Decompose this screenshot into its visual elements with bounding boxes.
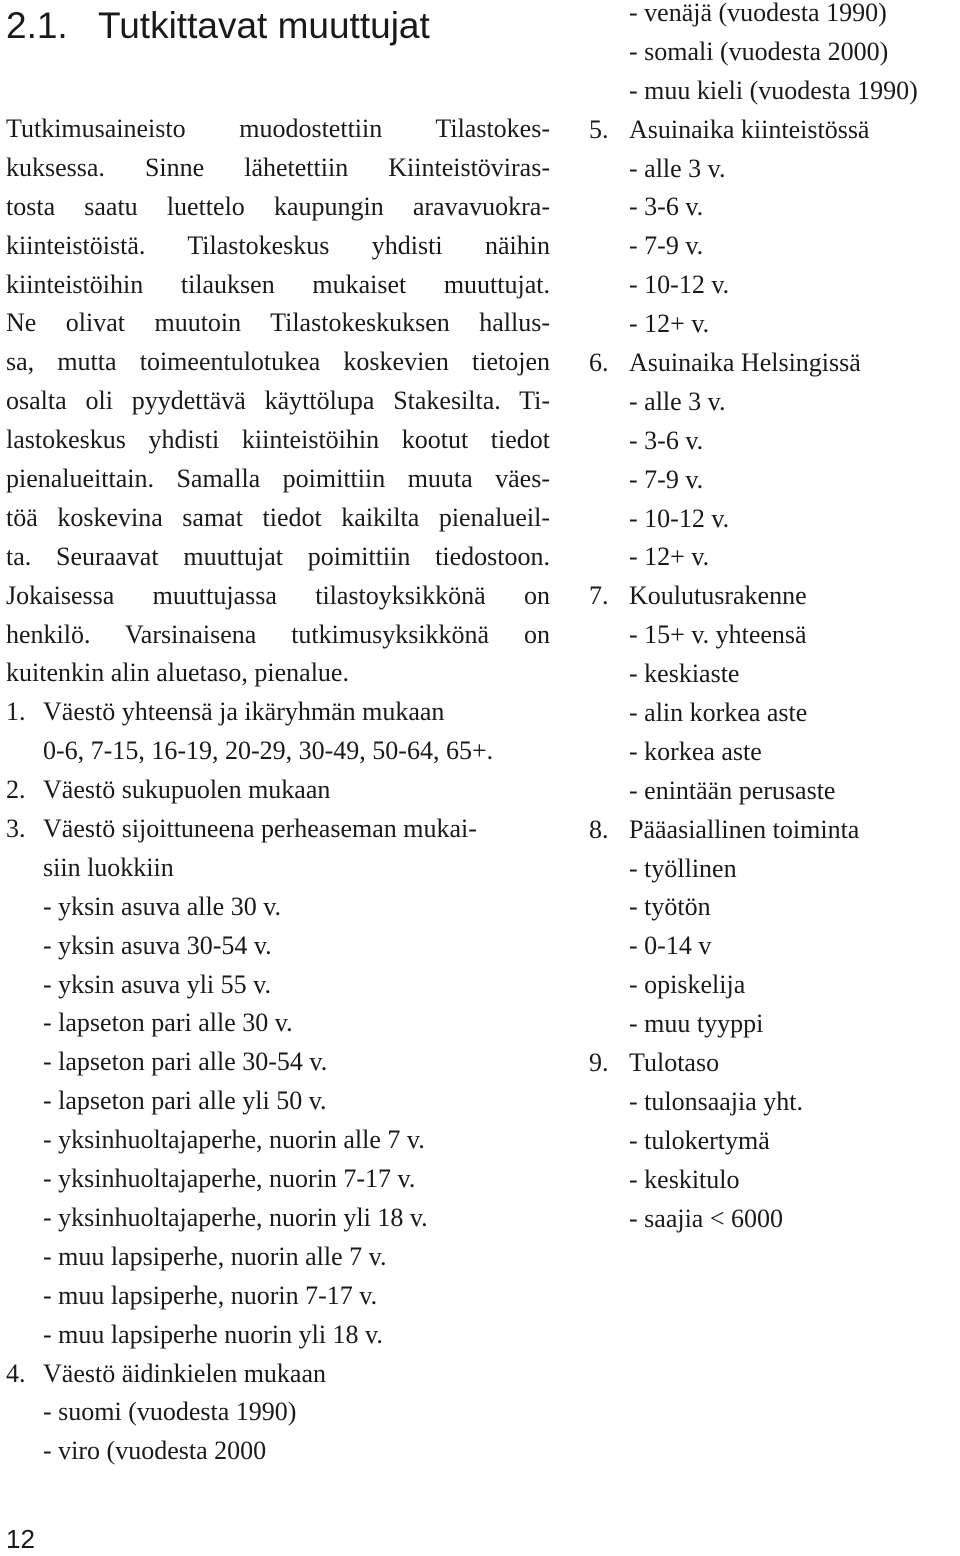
list-subitem — [589, 1083, 959, 1122]
list-item-number: 5. — [589, 114, 609, 144]
list-subitem — [6, 849, 550, 888]
list-subitem — [589, 1005, 959, 1044]
list-item-text: Väestö sijoittuneena perheaseman mukai- — [43, 814, 477, 844]
list-subitem — [589, 694, 959, 733]
list-item-text: - yksin asuva yli 55 v. — [43, 969, 271, 999]
list-subitem — [589, 500, 959, 539]
list-subitem — [589, 383, 959, 422]
list-item-text: - 10-12 v. — [629, 503, 730, 533]
list-item-text: - lapseton pari alle yli 50 v. — [43, 1086, 327, 1116]
section-heading — [6, 2, 430, 50]
list-item-text: - somali (vuodesta 2000) — [629, 36, 889, 66]
list-item-text: Väestö äidinkielen mukaan — [43, 1358, 327, 1388]
list-subitem — [6, 1393, 550, 1432]
list-subitem — [6, 1043, 550, 1082]
list-subitem — [589, 150, 959, 189]
list-item-text: - venäjä (vuodesta 1990) — [629, 0, 887, 27]
list-item-text: - 3-6 v. — [629, 192, 704, 222]
list-item-text: - 3-6 v. — [629, 425, 704, 455]
paragraph-line: sa, mutta toimeentulotukea koskevien tietojen — [6, 347, 550, 377]
list-item — [6, 1355, 550, 1394]
intro-paragraph — [6, 110, 550, 693]
list-item-text: - yksin asuva alle 30 v. — [43, 891, 282, 921]
list-item-text: - työtön — [629, 892, 711, 922]
list-item-text: - tulonsaajia yht. — [629, 1086, 804, 1116]
list-item-text: - 10-12 v. — [629, 270, 730, 300]
paragraph-line: lastokeskus yhdisti kiinteistöihin kootut tiedot — [6, 425, 550, 455]
list-subitem — [589, 1200, 959, 1239]
list-subitem — [6, 966, 550, 1005]
list-item-text: - muu tyyppi — [629, 1009, 764, 1039]
list-item-text: - opiskelija — [629, 970, 746, 1000]
list-subitem — [6, 1004, 550, 1043]
list-subitem — [6, 1432, 550, 1471]
list-subitem — [589, 188, 959, 227]
list-item — [589, 577, 959, 616]
list-item-text: - 7-9 v. — [629, 464, 704, 494]
list-item-text: - muu lapsiperhe, nuorin 7-17 v. — [43, 1280, 378, 1310]
list-item-text: 0-6, 7-15, 16-19, 20-29, 30-49, 50-64, 65+. — [43, 736, 494, 766]
list-subitem — [6, 888, 550, 927]
list-subitem — [6, 732, 550, 771]
list-subitem — [589, 1161, 959, 1200]
list-item-number: 1. — [6, 697, 26, 727]
list-item-text: - tulokertymä — [629, 1125, 770, 1155]
list-subitem — [6, 1160, 550, 1199]
list-item-text: - keskiaste — [629, 659, 740, 689]
list-item-text: - korkea aste — [629, 736, 762, 766]
list-item-number: 9. — [589, 1048, 609, 1078]
paragraph-line: kuksessa. Sinne lähetettiin Kiinteistöviras- — [6, 152, 550, 182]
list-item-text: - saajia < 6000 — [629, 1203, 784, 1233]
list-item-text: Pääasiallinen toiminta — [629, 814, 860, 844]
paragraph-line: tosta saatu luettelo kaupungin aravavuokra- — [6, 191, 550, 221]
list-subitem — [6, 1082, 550, 1121]
list-item-text: - lapseton pari alle 30 v. — [43, 1008, 293, 1038]
list-item-text: - yksinhuoltajaperhe, nuorin alle 7 v. — [43, 1125, 425, 1155]
list-item-text: - yksin asuva 30-54 v. — [43, 930, 272, 960]
paragraph-line: pienalueittain. Samalla poimittiin muuta väes- — [6, 464, 550, 494]
paragraph-line: Ne olivat muutoin Tilastokeskuksen hallus- — [6, 308, 550, 338]
list-subitem — [589, 772, 959, 811]
list-subitem — [589, 0, 959, 33]
list-item-text: - 15+ v. yhteensä — [629, 620, 807, 650]
list-item — [589, 811, 959, 850]
paragraph-line: henkilö. Varsinaisena tutkimusyksikkönä on — [6, 619, 550, 649]
list-subitem — [589, 850, 959, 889]
list-item-text: Asuinaika Helsingissä — [629, 348, 861, 378]
paragraph-line: Tutkimusaineisto muodostettiin Tilastokes- — [6, 114, 550, 143]
list-item-text: - yksinhuoltajaperhe, nuorin yli 18 v. — [43, 1202, 428, 1232]
list-subitem — [6, 1316, 550, 1355]
list-item-text: Väestö sukupuolen mukaan — [43, 775, 331, 805]
list-item-number: 4. — [6, 1358, 26, 1388]
list-item-text: - työllinen — [629, 853, 737, 883]
list-item-number: 2. — [6, 775, 26, 805]
list-item — [589, 1044, 959, 1083]
list-item — [6, 810, 550, 849]
list-item — [6, 771, 550, 810]
list-item-text: Asuinaika kiinteistössä — [629, 114, 870, 144]
variable-list-right — [589, 0, 959, 1239]
page-number: 12 — [6, 1524, 35, 1554]
list-subitem — [589, 927, 959, 966]
list-item-number: 3. — [6, 814, 26, 844]
list-item-text: - viro (vuodesta 2000 — [43, 1436, 267, 1466]
list-item-text: Koulutusrakenne — [629, 581, 807, 611]
list-item-number: 7. — [589, 581, 609, 611]
list-item-text: - suomi (vuodesta 1990) — [43, 1397, 297, 1427]
right-column — [589, 0, 959, 1239]
paragraph-line: Jokaisessa muuttujassa tilastoyksikkönä on — [6, 580, 550, 610]
list-item-text: - enintään perusaste — [629, 775, 836, 805]
list-item-text: - alle 3 v. — [629, 153, 726, 183]
list-subitem — [6, 927, 550, 966]
section-title: Tutkittavat muuttujat — [98, 5, 430, 46]
paragraph-line: ta. Seuraavat muuttujat poimittiin tiedostoon. — [6, 541, 550, 571]
list-item-text: - alin korkea aste — [629, 698, 808, 728]
list-item-text: - lapseton pari alle 30-54 v. — [43, 1047, 328, 1077]
list-item-text: Väestö yhteensä ja ikäryhmän mukaan — [43, 697, 445, 727]
list-subitem — [589, 422, 959, 461]
list-item-number: 6. — [589, 348, 609, 378]
paragraph-line: töä koskevina samat tiedot kaikilta pienalueil- — [6, 502, 550, 532]
list-subitem — [589, 72, 959, 111]
list-item-text: - muu lapsiperhe nuorin yli 18 v. — [43, 1319, 383, 1349]
list-item-text: - muu kieli (vuodesta 1990) — [629, 75, 918, 105]
list-item — [589, 344, 959, 383]
paragraph-line: kiinteistöistä. Tilastokeskus yhdisti näihin — [6, 230, 550, 260]
list-subitem — [589, 227, 959, 266]
list-subitem — [6, 1121, 550, 1160]
list-subitem — [589, 655, 959, 694]
list-subitem — [589, 888, 959, 927]
list-item-text: - keskitulo — [629, 1164, 740, 1194]
list-subitem — [589, 538, 959, 577]
list-item-text: - 12+ v. — [629, 309, 710, 339]
list-item-text: siin luokkiin — [43, 852, 174, 882]
list-subitem — [589, 266, 959, 305]
list-subitem — [6, 1199, 550, 1238]
list-item-text: - 0-14 v — [629, 931, 712, 961]
list-subitem — [589, 305, 959, 344]
list-item-text: - muu lapsiperhe, nuorin alle 7 v. — [43, 1241, 387, 1271]
list-subitem — [589, 33, 959, 72]
variable-list-left — [6, 693, 550, 1471]
paragraph-line: kiinteistöihin tilauksen mukaiset muuttujat. — [6, 269, 550, 299]
list-item-text: - 7-9 v. — [629, 231, 704, 261]
list-subitem — [6, 1238, 550, 1277]
list-item-text: - alle 3 v. — [629, 386, 726, 416]
paragraph-line: osalta oli pyydettävä käyttölupa Stakesilta. Ti- — [6, 386, 550, 416]
list-item — [589, 111, 959, 150]
section-number: 2.1. — [6, 5, 68, 46]
list-item-text: Tulotaso — [629, 1048, 720, 1078]
list-item — [6, 693, 550, 732]
list-subitem — [589, 461, 959, 500]
list-subitem — [6, 1277, 550, 1316]
list-subitem — [589, 1122, 959, 1161]
left-column — [6, 110, 550, 1471]
list-item-number: 8. — [589, 814, 609, 844]
list-subitem — [589, 733, 959, 772]
list-subitem — [589, 616, 959, 655]
list-item-text: - 12+ v. — [629, 542, 710, 572]
paragraph-line: kuitenkin alin aluetaso, pienalue. — [6, 658, 349, 688]
list-subitem — [589, 966, 959, 1005]
list-item-text: - yksinhuoltajaperhe, nuorin 7-17 v. — [43, 1164, 416, 1194]
